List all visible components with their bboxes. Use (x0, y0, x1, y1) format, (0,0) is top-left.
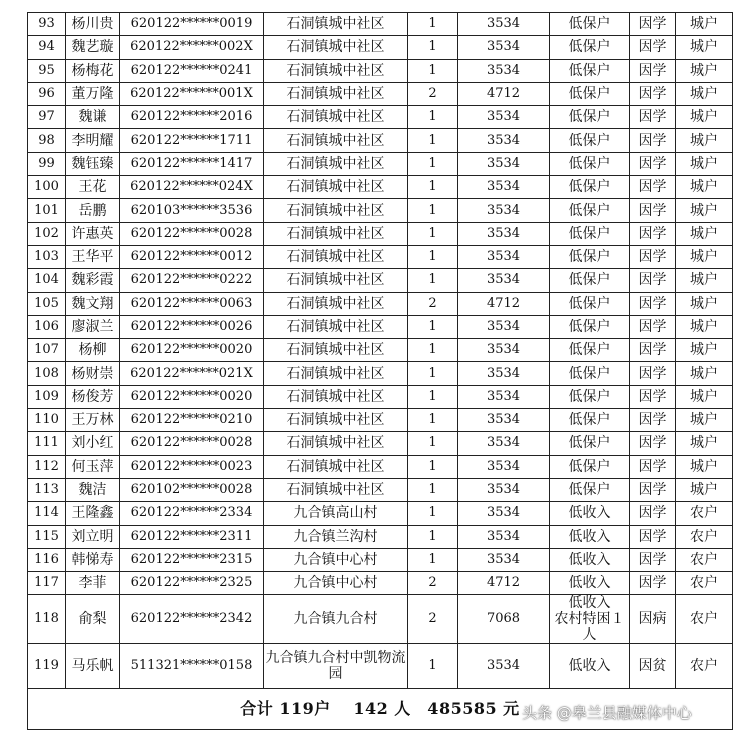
amount-cell: 3534 (458, 269, 550, 292)
person-count-cell: 1 (408, 13, 458, 36)
row-number-cell: 115 (28, 525, 66, 548)
id-number-cell: 620122******021X (120, 362, 264, 385)
amount-cell: 3534 (458, 129, 550, 152)
address-cell: 石洞镇城中社区 (264, 385, 408, 408)
address-cell: 九合镇九合村 (264, 595, 408, 644)
household-type-cell: 城户 (676, 82, 733, 105)
name-cell: 王万林 (66, 409, 120, 432)
household-type-cell: 城户 (676, 455, 733, 478)
category-cell: 低保户 (550, 245, 630, 268)
table-row (28, 269, 733, 292)
household-type-cell: 农户 (676, 572, 733, 595)
address-cell: 石洞镇城中社区 (264, 478, 408, 501)
name-cell: 李明耀 (66, 129, 120, 152)
household-type-cell: 城户 (676, 106, 733, 129)
reason-cell: 因学 (630, 315, 676, 338)
category-cell: 低保户 (550, 385, 630, 408)
reason-cell: 因贫 (630, 644, 676, 689)
id-number-cell: 620122******0020 (120, 339, 264, 362)
amount-cell: 4712 (458, 572, 550, 595)
row-number-cell: 109 (28, 385, 66, 408)
address-cell: 石洞镇城中社区 (264, 362, 408, 385)
table-body (28, 13, 733, 689)
id-number-cell: 620122******0023 (120, 455, 264, 478)
reason-cell: 因学 (630, 432, 676, 455)
id-number-cell: 620122******0222 (120, 269, 264, 292)
id-number-cell: 620122******0026 (120, 315, 264, 338)
person-count-cell: 1 (408, 176, 458, 199)
household-type-cell: 城户 (676, 409, 733, 432)
amount-cell: 3534 (458, 455, 550, 478)
category-cell: 低收入 (550, 525, 630, 548)
household-type-cell: 城户 (676, 59, 733, 82)
row-number-cell: 105 (28, 292, 66, 315)
id-number-cell: 620122******002X (120, 36, 264, 59)
person-count-cell: 1 (408, 455, 458, 478)
category-cell: 低收入 (550, 644, 630, 689)
person-count-cell: 1 (408, 478, 458, 501)
row-number-cell: 119 (28, 644, 66, 689)
row-number-cell: 114 (28, 502, 66, 525)
row-number-cell: 102 (28, 222, 66, 245)
amount-cell: 3534 (458, 13, 550, 36)
household-type-cell: 农户 (676, 644, 733, 689)
table-row (28, 432, 733, 455)
table-row (28, 292, 733, 315)
category-cell: 低保户 (550, 269, 630, 292)
amount-cell: 3534 (458, 59, 550, 82)
reason-cell: 因学 (630, 339, 676, 362)
address-cell: 九合镇中心村 (264, 548, 408, 571)
name-cell: 王华平 (66, 245, 120, 268)
aid-recipient-table (27, 12, 733, 730)
id-number-cell: 620122******2311 (120, 525, 264, 548)
table-row (28, 455, 733, 478)
name-cell: 杨财崇 (66, 362, 120, 385)
amount-cell: 3534 (458, 199, 550, 222)
amount-cell: 3534 (458, 315, 550, 338)
reason-cell: 因学 (630, 362, 676, 385)
household-type-cell: 城户 (676, 13, 733, 36)
amount-cell: 3534 (458, 245, 550, 268)
person-count-cell: 1 (408, 199, 458, 222)
reason-cell: 因学 (630, 176, 676, 199)
person-count-cell: 1 (408, 59, 458, 82)
table-row (28, 199, 733, 222)
household-type-cell: 农户 (676, 525, 733, 548)
category-cell: 低保户 (550, 152, 630, 175)
reason-cell: 因学 (630, 245, 676, 268)
reason-cell: 因学 (630, 129, 676, 152)
person-count-cell: 1 (408, 525, 458, 548)
id-number-cell: 620122******0028 (120, 432, 264, 455)
household-type-cell: 城户 (676, 152, 733, 175)
address-cell: 石洞镇城中社区 (264, 199, 408, 222)
row-number-cell: 100 (28, 176, 66, 199)
reason-cell: 因学 (630, 478, 676, 501)
person-count-cell: 1 (408, 432, 458, 455)
amount-cell: 3534 (458, 409, 550, 432)
address-cell: 石洞镇城中社区 (264, 106, 408, 129)
id-number-cell: 620122******0063 (120, 292, 264, 315)
name-cell: 岳鹏 (66, 199, 120, 222)
name-cell: 何玉萍 (66, 455, 120, 478)
table-row (28, 129, 733, 152)
household-type-cell: 农户 (676, 548, 733, 571)
table-row (28, 362, 733, 385)
row-number-cell: 116 (28, 548, 66, 571)
name-cell: 董万隆 (66, 82, 120, 105)
category-cell: 低保户 (550, 315, 630, 338)
category-cell: 低保户 (550, 82, 630, 105)
table-row (28, 502, 733, 525)
table-row (28, 385, 733, 408)
person-count-cell: 1 (408, 106, 458, 129)
id-number-cell: 620122******2315 (120, 548, 264, 571)
table-row (28, 525, 733, 548)
person-count-cell: 2 (408, 82, 458, 105)
amount-cell: 3534 (458, 106, 550, 129)
household-type-cell: 城户 (676, 269, 733, 292)
address-cell: 石洞镇城中社区 (264, 129, 408, 152)
person-count-cell: 1 (408, 129, 458, 152)
id-number-cell: 620122******2342 (120, 595, 264, 644)
row-number-cell: 97 (28, 106, 66, 129)
household-type-cell: 城户 (676, 385, 733, 408)
name-cell: 王花 (66, 176, 120, 199)
row-number-cell: 94 (28, 36, 66, 59)
table-row (28, 644, 733, 689)
id-number-cell: 620122******1417 (120, 152, 264, 175)
table-row (28, 176, 733, 199)
person-count-cell: 2 (408, 292, 458, 315)
amount-cell: 3534 (458, 176, 550, 199)
table-row (28, 59, 733, 82)
address-cell: 九合镇兰沟村 (264, 525, 408, 548)
row-number-cell: 101 (28, 199, 66, 222)
row-number-cell: 107 (28, 339, 66, 362)
category-cell: 低收入 (550, 572, 630, 595)
address-cell: 石洞镇城中社区 (264, 59, 408, 82)
reason-cell: 因学 (630, 292, 676, 315)
table-row (28, 222, 733, 245)
address-cell: 石洞镇城中社区 (264, 315, 408, 338)
name-cell: 魏彩霞 (66, 269, 120, 292)
category-cell: 低保户 (550, 362, 630, 385)
household-type-cell: 城户 (676, 36, 733, 59)
id-number-cell: 620122******001X (120, 82, 264, 105)
id-number-cell: 620122******1711 (120, 129, 264, 152)
row-number-cell: 98 (28, 129, 66, 152)
total-cell: 合计 119户 142 人 485585 元 (28, 689, 733, 730)
person-count-cell: 1 (408, 362, 458, 385)
name-cell: 刘立明 (66, 525, 120, 548)
row-number-cell: 103 (28, 245, 66, 268)
id-number-cell: 620103******3536 (120, 199, 264, 222)
person-count-cell: 1 (408, 269, 458, 292)
row-number-cell: 113 (28, 478, 66, 501)
household-type-cell: 城户 (676, 478, 733, 501)
name-cell: 廖淑兰 (66, 315, 120, 338)
name-cell: 魏谦 (66, 106, 120, 129)
category-cell: 低收入 农村特困１人 (550, 595, 630, 644)
reason-cell: 因学 (630, 502, 676, 525)
address-cell: 石洞镇城中社区 (264, 222, 408, 245)
table-row (28, 548, 733, 571)
reason-cell: 因学 (630, 385, 676, 408)
category-cell: 低收入 (550, 548, 630, 571)
reason-cell: 因学 (630, 222, 676, 245)
household-type-cell: 城户 (676, 432, 733, 455)
table-row (28, 152, 733, 175)
id-number-cell: 620122******0210 (120, 409, 264, 432)
table-row (28, 339, 733, 362)
amount-cell: 3534 (458, 36, 550, 59)
household-type-cell: 农户 (676, 502, 733, 525)
id-number-cell: 620122******0012 (120, 245, 264, 268)
address-cell: 石洞镇城中社区 (264, 455, 408, 478)
table-row (28, 106, 733, 129)
household-type-cell: 城户 (676, 199, 733, 222)
row-number-cell: 104 (28, 269, 66, 292)
reason-cell: 因学 (630, 106, 676, 129)
category-cell: 低保户 (550, 455, 630, 478)
table-row (28, 36, 733, 59)
row-number-cell: 111 (28, 432, 66, 455)
id-number-cell: 620122******0241 (120, 59, 264, 82)
household-type-cell: 城户 (676, 245, 733, 268)
person-count-cell: 1 (408, 548, 458, 571)
name-cell: 韩悌寿 (66, 548, 120, 571)
category-cell: 低保户 (550, 222, 630, 245)
id-number-cell: 620102******0028 (120, 478, 264, 501)
amount-cell: 3534 (458, 644, 550, 689)
reason-cell: 因学 (630, 199, 676, 222)
row-number-cell: 96 (28, 82, 66, 105)
id-number-cell: 620122******024X (120, 176, 264, 199)
category-cell: 低保户 (550, 36, 630, 59)
category-cell: 低收入 (550, 502, 630, 525)
row-number-cell: 110 (28, 409, 66, 432)
row-number-cell: 108 (28, 362, 66, 385)
name-cell: 俞梨 (66, 595, 120, 644)
name-cell: 许惠英 (66, 222, 120, 245)
id-number-cell: 620122******0019 (120, 13, 264, 36)
reason-cell: 因学 (630, 13, 676, 36)
row-number-cell: 93 (28, 13, 66, 36)
amount-cell: 3534 (458, 385, 550, 408)
row-number-cell: 99 (28, 152, 66, 175)
reason-cell: 因病 (630, 595, 676, 644)
row-number-cell: 106 (28, 315, 66, 338)
name-cell: 杨川贵 (66, 13, 120, 36)
amount-cell: 3534 (458, 339, 550, 362)
amount-cell: 3534 (458, 222, 550, 245)
person-count-cell: 1 (408, 409, 458, 432)
name-cell: 杨柳 (66, 339, 120, 362)
address-cell: 石洞镇城中社区 (264, 292, 408, 315)
address-cell: 石洞镇城中社区 (264, 152, 408, 175)
amount-cell: 4712 (458, 82, 550, 105)
address-cell: 石洞镇城中社区 (264, 13, 408, 36)
table-row (28, 572, 733, 595)
address-cell: 九合镇中心村 (264, 572, 408, 595)
id-number-cell: 620122******2325 (120, 572, 264, 595)
row-number-cell: 95 (28, 59, 66, 82)
address-cell: 石洞镇城中社区 (264, 339, 408, 362)
table-row (28, 82, 733, 105)
category-cell: 低保户 (550, 13, 630, 36)
reason-cell: 因学 (630, 455, 676, 478)
amount-cell: 3534 (458, 432, 550, 455)
row-number-cell: 112 (28, 455, 66, 478)
address-cell: 石洞镇城中社区 (264, 176, 408, 199)
person-count-cell: 2 (408, 595, 458, 644)
id-number-cell: 620122******2016 (120, 106, 264, 129)
address-cell: 石洞镇城中社区 (264, 269, 408, 292)
reason-cell: 因学 (630, 269, 676, 292)
amount-cell: 3534 (458, 525, 550, 548)
table-row (28, 315, 733, 338)
name-cell: 王隆鑫 (66, 502, 120, 525)
person-count-cell: 1 (408, 315, 458, 338)
person-count-cell: 1 (408, 222, 458, 245)
reason-cell: 因学 (630, 548, 676, 571)
amount-cell: 4712 (458, 292, 550, 315)
address-cell: 石洞镇城中社区 (264, 409, 408, 432)
reason-cell: 因学 (630, 82, 676, 105)
row-number-cell: 117 (28, 572, 66, 595)
household-type-cell: 城户 (676, 222, 733, 245)
household-type-cell: 城户 (676, 339, 733, 362)
table-row (28, 245, 733, 268)
category-cell: 低保户 (550, 478, 630, 501)
row-number-cell: 118 (28, 595, 66, 644)
amount-cell: 7068 (458, 595, 550, 644)
address-cell: 石洞镇城中社区 (264, 82, 408, 105)
person-count-cell: 2 (408, 572, 458, 595)
person-count-cell: 1 (408, 339, 458, 362)
household-type-cell: 城户 (676, 362, 733, 385)
table-row (28, 595, 733, 644)
person-count-cell: 1 (408, 245, 458, 268)
amount-cell: 3534 (458, 478, 550, 501)
household-type-cell: 城户 (676, 315, 733, 338)
address-cell: 石洞镇城中社区 (264, 36, 408, 59)
table-row (28, 13, 733, 36)
person-count-cell: 1 (408, 502, 458, 525)
person-count-cell: 1 (408, 36, 458, 59)
category-cell: 低保户 (550, 199, 630, 222)
category-cell: 低保户 (550, 339, 630, 362)
household-type-cell: 城户 (676, 176, 733, 199)
household-type-cell: 城户 (676, 292, 733, 315)
id-number-cell: 620122******2334 (120, 502, 264, 525)
reason-cell: 因学 (630, 36, 676, 59)
category-cell: 低保户 (550, 409, 630, 432)
person-count-cell: 1 (408, 385, 458, 408)
category-cell: 低保户 (550, 59, 630, 82)
id-number-cell: 620122******0020 (120, 385, 264, 408)
address-cell: 九合镇九合村中凯物流园 (264, 644, 408, 689)
reason-cell: 因学 (630, 409, 676, 432)
reason-cell: 因学 (630, 152, 676, 175)
id-number-cell: 511321******0158 (120, 644, 264, 689)
reason-cell: 因学 (630, 525, 676, 548)
name-cell: 魏洁 (66, 478, 120, 501)
id-number-cell: 620122******0028 (120, 222, 264, 245)
name-cell: 杨梅花 (66, 59, 120, 82)
category-cell: 低保户 (550, 292, 630, 315)
amount-cell: 3534 (458, 548, 550, 571)
table-row (28, 409, 733, 432)
amount-cell: 3534 (458, 502, 550, 525)
name-cell: 魏艺璇 (66, 36, 120, 59)
category-cell: 低保户 (550, 432, 630, 455)
watermark-text: 头条 @皋兰县融媒体中心 (522, 704, 692, 722)
name-cell: 魏钰臻 (66, 152, 120, 175)
name-cell: 马乐帆 (66, 644, 120, 689)
household-type-cell: 农户 (676, 595, 733, 644)
name-cell: 魏文翔 (66, 292, 120, 315)
reason-cell: 因学 (630, 572, 676, 595)
category-cell: 低保户 (550, 106, 630, 129)
amount-cell: 3534 (458, 362, 550, 385)
address-cell: 九合镇高山村 (264, 502, 408, 525)
name-cell: 李菲 (66, 572, 120, 595)
household-type-cell: 城户 (676, 129, 733, 152)
category-cell: 低保户 (550, 176, 630, 199)
address-cell: 石洞镇城中社区 (264, 245, 408, 268)
name-cell: 刘小红 (66, 432, 120, 455)
category-cell: 低保户 (550, 129, 630, 152)
amount-cell: 3534 (458, 152, 550, 175)
person-count-cell: 1 (408, 644, 458, 689)
name-cell: 杨俊芳 (66, 385, 120, 408)
address-cell: 石洞镇城中社区 (264, 432, 408, 455)
reason-cell: 因学 (630, 59, 676, 82)
table-row (28, 478, 733, 501)
person-count-cell: 1 (408, 152, 458, 175)
